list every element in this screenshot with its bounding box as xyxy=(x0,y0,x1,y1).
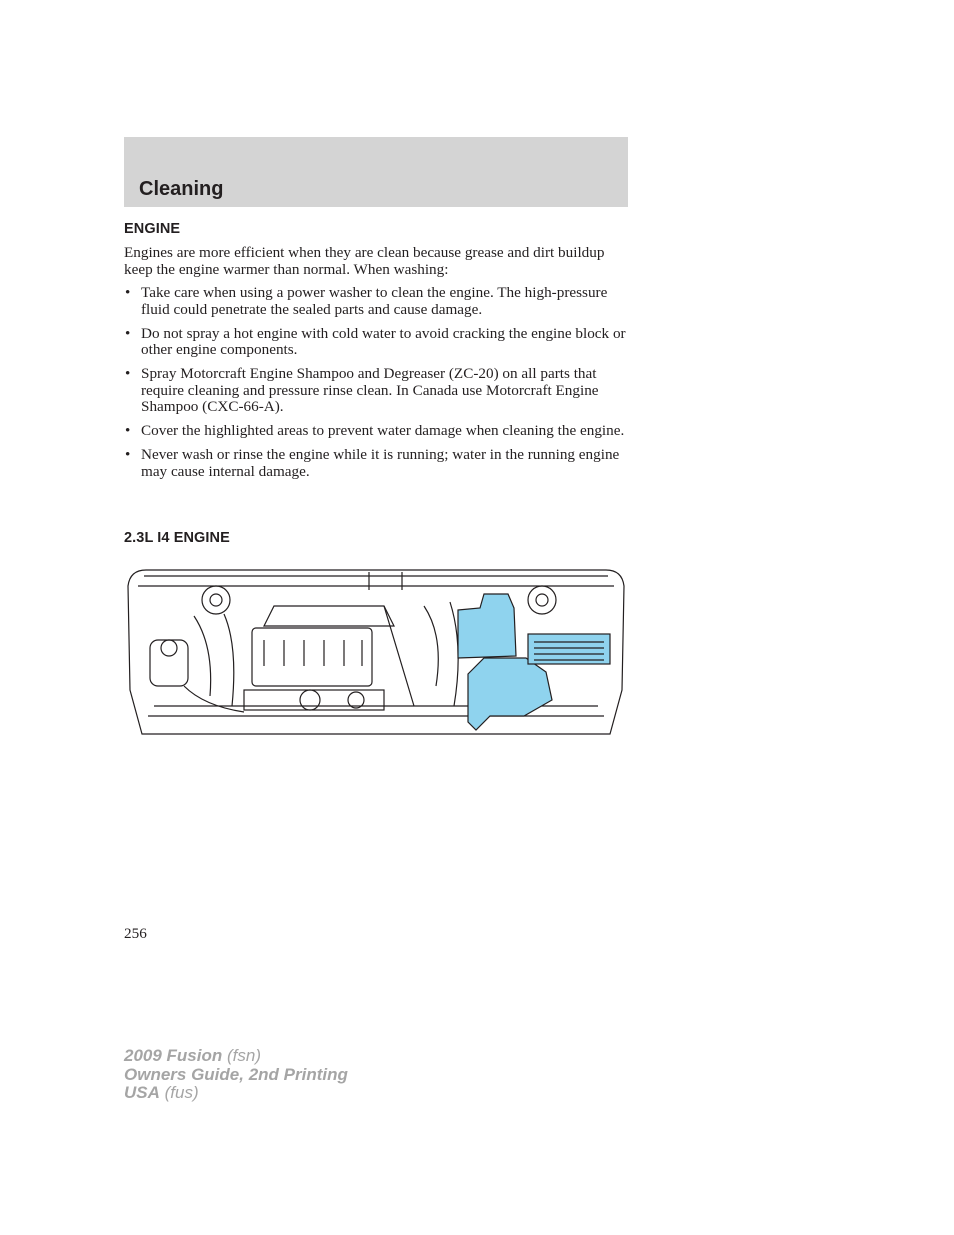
list-item xyxy=(124,326,628,359)
list-item-text: Cover the highlighted areas to prevent water damage when cleaning the engine. xyxy=(141,422,625,439)
bullet-icon: • xyxy=(125,324,131,342)
hood-latch-outline xyxy=(138,576,614,586)
left-strut-tower xyxy=(202,586,230,614)
right-strut-tower xyxy=(528,586,556,614)
highlight-air-filter-box xyxy=(468,658,552,730)
brake-fluid-reservoir xyxy=(150,640,188,686)
bullet-icon: • xyxy=(125,365,131,382)
washing-instructions-list xyxy=(124,285,628,488)
list-item xyxy=(124,366,628,416)
engine-illustration-svg xyxy=(124,566,628,736)
engine-compartment-illustration xyxy=(124,566,628,736)
footer-line-model xyxy=(124,1047,348,1066)
engine-front-cover xyxy=(244,690,384,710)
highlight-fuse-box xyxy=(458,594,516,658)
footer-region-code: (fus) xyxy=(164,1083,199,1102)
list-item-text: Spray Motorcraft Engine Shampoo and Degreaser (ZC-20) on all parts that require cleaning and pressure rinse clean. In Canada use Motorcraft Engine Shampoo (CXC-66-A). xyxy=(141,365,599,415)
document-footer xyxy=(124,1047,348,1103)
list-item-text: Never wash or rinse the engine while it is running; water in the running engine may cause internal damage. xyxy=(141,446,620,480)
bullet-icon: • xyxy=(125,284,131,301)
list-item-text: Do not spray a hot engine with cold water to avoid cracking the engine block or other engine components. xyxy=(141,324,626,358)
oil-fill-cap xyxy=(300,690,320,710)
ignition-coils xyxy=(264,640,362,666)
engine-intro-paragraph: Engines are more efficient when they are clean because grease and dirt buildup keep the engine warmer than normal. When washing: xyxy=(124,244,605,278)
list-item xyxy=(124,447,628,480)
footer-guide: Owners Guide, 2nd Printing xyxy=(124,1064,348,1084)
list-item-text: Take care when using a power washer to clean the engine. The high-pressure fluid could penetrate the sealed parts and cause damage. xyxy=(141,284,608,318)
engine-23l-heading: 2.3L I4 ENGINE xyxy=(124,530,230,546)
footer-line-guide xyxy=(124,1066,348,1085)
footer-model: 2009 Fusion xyxy=(124,1046,223,1065)
list-item xyxy=(124,423,628,440)
coolant-hoses xyxy=(184,614,244,712)
footer-region: USA xyxy=(124,1083,160,1102)
section-title: Cleaning xyxy=(139,178,224,200)
engine-valve-cover xyxy=(252,628,372,686)
footer-model-code: (fsn) xyxy=(227,1046,261,1065)
hoses-right xyxy=(424,602,458,706)
page-number: 256 xyxy=(124,925,147,942)
bullet-icon: • xyxy=(125,446,131,463)
left-strut-tower-inner xyxy=(210,594,222,606)
footer-line-region xyxy=(124,1084,348,1103)
intake-manifold xyxy=(264,606,394,626)
right-strut-tower-inner xyxy=(536,594,548,606)
engine-heading: ENGINE xyxy=(124,221,181,237)
center-ducting xyxy=(369,572,414,706)
reservoir-cap xyxy=(161,640,177,656)
list-item xyxy=(124,285,628,318)
bullet-icon: • xyxy=(125,422,131,439)
section-header-band xyxy=(124,137,628,207)
